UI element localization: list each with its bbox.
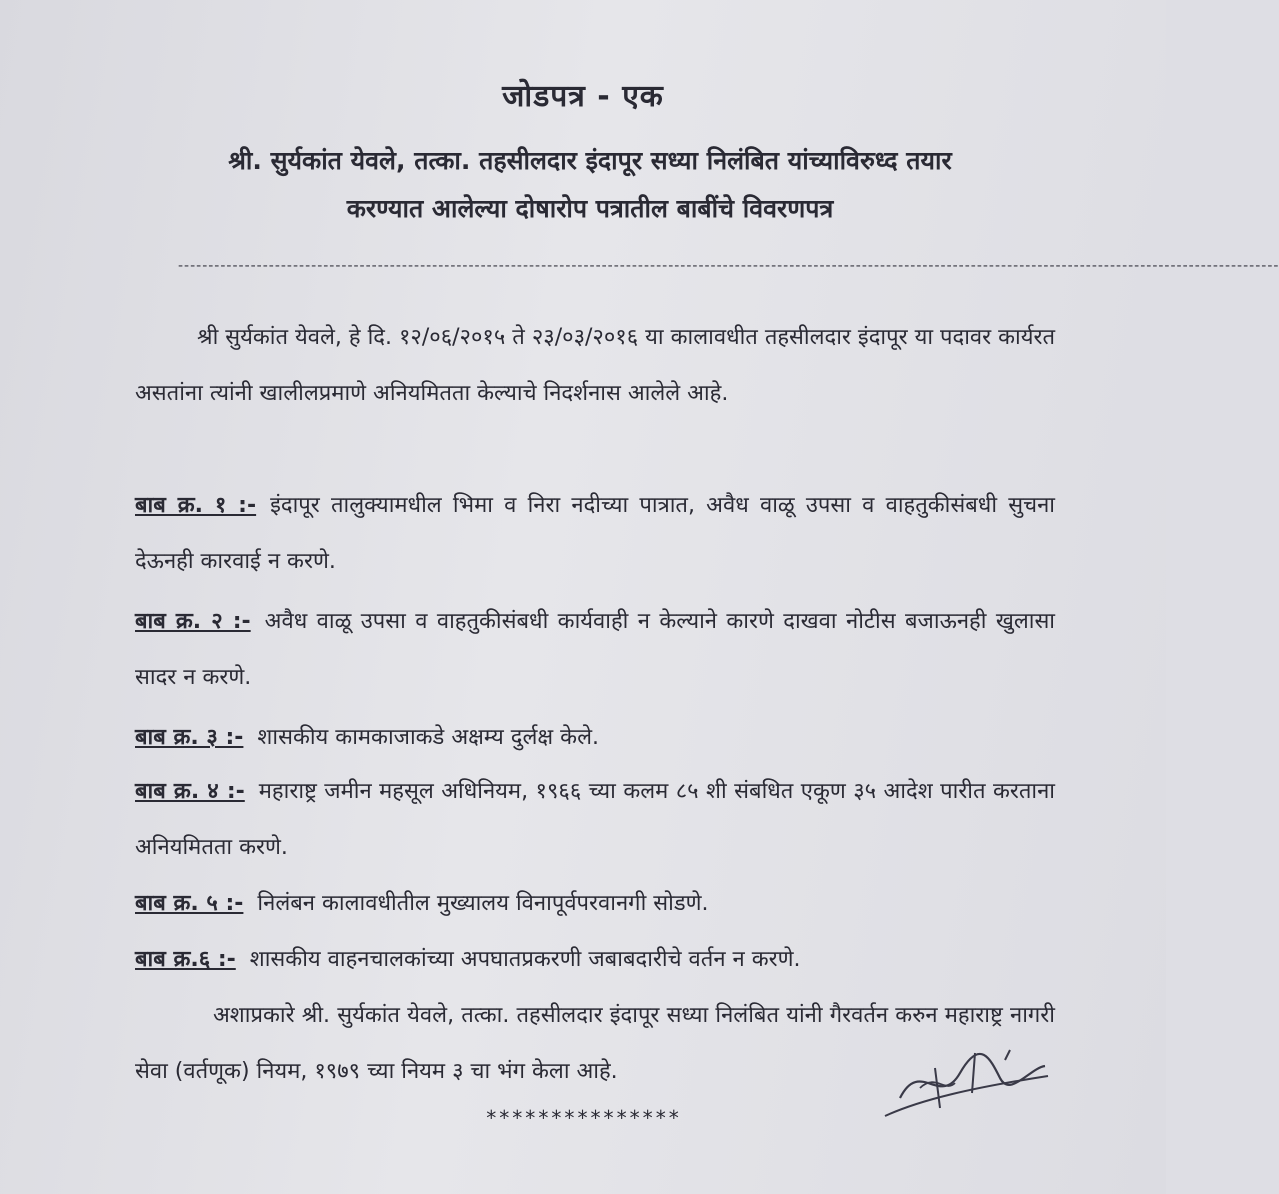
item-text: शासकीय कामकाजाकडे अक्षम्य दुर्लक्ष केले. — [257, 725, 599, 750]
document-subtitle-line2: करण्यात आलेल्या दोषारोप पत्रातील बाबींचे विवरणपत्र — [346, 194, 834, 223]
document-subtitle-line1: श्री. सुर्यकांत येवले, तत्का. तहसीलदार इंदापूर सध्या निलंबित यांच्याविरुध्द तयार — [228, 146, 952, 175]
item-text: इंदापूर तालुक्यामधील भिमा व निरा नदीच्या पात्रात, अवैध वाळू उपसा व वाहतुकीसंबधी सुचना देऊनही कारवाई न करणे. — [135, 493, 1056, 574]
end-marker: *************** — [485, 1106, 681, 1130]
item-text: शासकीय वाहनचालकांच्या अपघातप्रकरणी जबाबदारीचे वर्तन न करणे. — [249, 947, 801, 972]
item-label: बाब क्र.६ :- — [135, 947, 236, 972]
item-label: बाब क्र. ४ :- — [135, 779, 245, 804]
item-2 — [135, 594, 1055, 706]
item-text: निलंबन कालावधीतील मुख्यालय विनापूर्वपरवानगी सोडणे. — [257, 891, 709, 916]
separator-line: -------------------------------------------------------------------------------------------------------------------------------------------------------------------------------------- — [178, 258, 1279, 274]
document-title: जोडपत्र - एक — [502, 79, 664, 114]
item-3 — [135, 710, 1055, 766]
item-label: बाब क्र. ३ :- — [135, 725, 244, 750]
item-label: बाब क्र. २ :- — [135, 609, 251, 634]
item-6 — [135, 932, 1055, 988]
item-label: बाब क्र. ५ :- — [135, 891, 244, 916]
intro-paragraph: श्री सुर्यकांत येवले, हे दि. १२/०६/२०१५ ते २३/०३/२०१६ या कालावधीत तहसीलदार इंदापूर या पदावर कार्यरत असतांना त्यांनी खालीलप्रमाणे अनियमितता केल्याचे निदर्शनास आलेले आहे. — [135, 325, 1056, 406]
item-text: अवैध वाळू उपसा व वाहतुकीसंबधी कार्यवाही न केल्याने कारणे दाखवा नोटीस बजाऊनही खुलासा सादर न करणे. — [135, 609, 1056, 690]
item-text: महाराष्ट्र जमीन महसूल अधिनियम, १९६६ च्या कलम ८५ शी संबधित एकूण ३५ आदेश पारीत करताना अनियमितता करणे. — [135, 779, 1056, 860]
conclusion-paragraph: अशाप्रकारे श्री. सुर्यकांत येवले, तत्का. तहसीलदार इंदापूर सध्या निलंबित यांनी गैरवर्तन करुन महाराष्ट्र नागरी सेवा (वर्तणूक) नियम, १९७९ च्या नियम ३ चा भंग केला आहे. — [135, 1003, 1055, 1084]
item-label: बाब क्र. १ :- — [135, 493, 257, 518]
item-4 — [135, 764, 1055, 876]
item-5 — [135, 876, 1055, 932]
item-1 — [135, 478, 1055, 590]
